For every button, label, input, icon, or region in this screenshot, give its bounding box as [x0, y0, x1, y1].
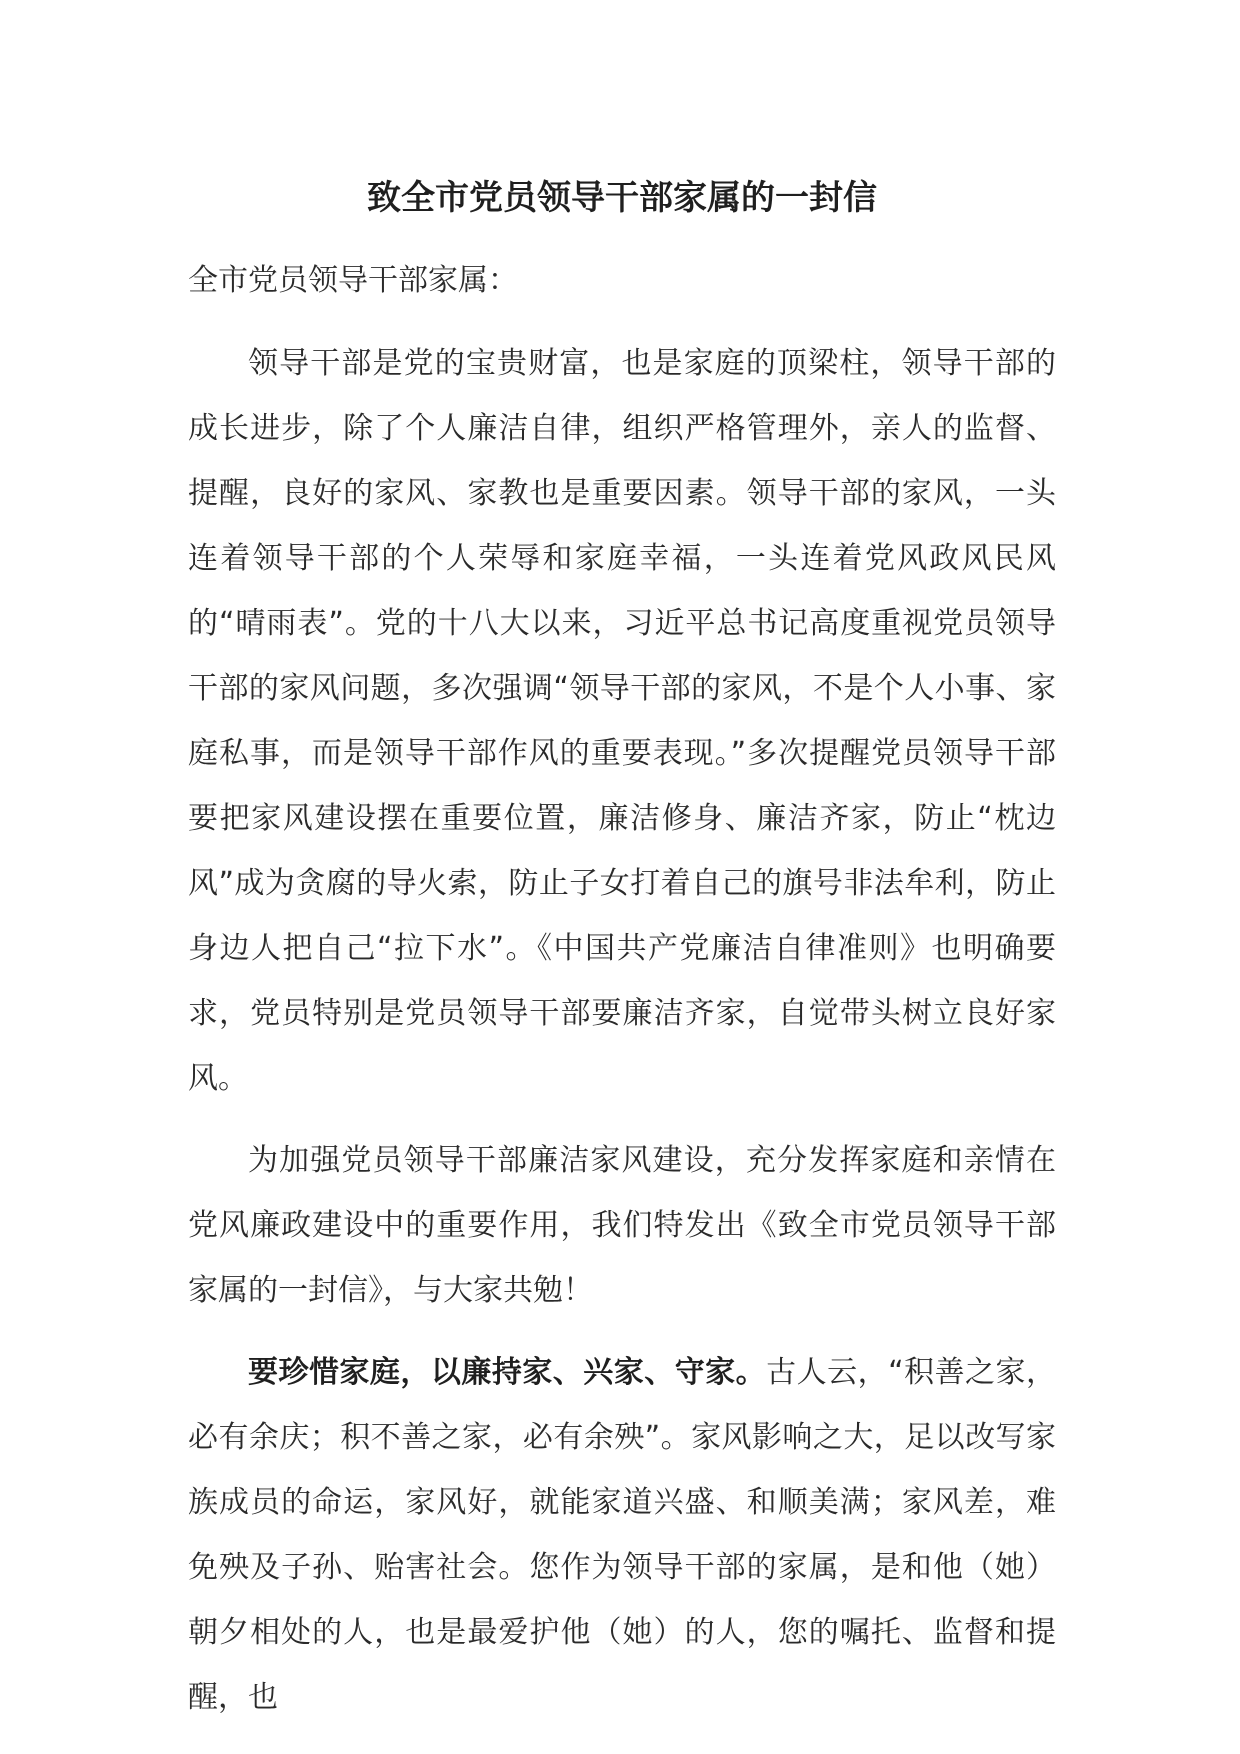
- paragraph-3: [188, 1340, 1056, 1730]
- paragraph-1: [188, 331, 1056, 1111]
- letter-body: [188, 170, 1056, 1747]
- paragraph-text: 领导干部是党的宝贵财富，也是家庭的顶梁柱，领导干部的成长进步，除了个人廉洁自律，组织严格管理外，亲人的监督、提醒，良好的家风、家教也是重要因素。领导干部的家风，一头连着领导干部的个人荣辱和家庭幸福，一头连着党风政风民风的“晴雨表”。党的十八大以来，习近平总书记高度重视党员领导干部的家风问题，多次强调“领导干部的家风，不是个人小事、家庭私事，而是领导干部作风的重要表现。”多次提醒党员领导干部要把家风建设摆在重要位置，廉洁修身、廉洁齐家，防止“枕边风”成为贪腐的导火索，防止子女打着自己的旗号非法牟利，防止身边人把自己“拉下水”。《中国共产党廉洁自律准则》也明确要求，党员特别是党员领导干部要廉洁齐家，自觉带头树立良好家风。: [188, 346, 1056, 1096]
- paragraph-text: 古人云，“积善之家，必有余庆；积不善之家，必有余殃”。家风影响之大，足以改写家族成员的命运，家风好，就能家道兴盛、和顺美满；家风差，难免殃及子孙、贻害社会。您作为领导干部的家属，是和他（她）朝夕相处的人，也是最爱护他（她）的人，您的嘱托、监督和提醒，也: [188, 1355, 1057, 1715]
- page-title: 致全市党员领导干部家属的一封信: [367, 178, 877, 218]
- salutation: 全市党员领导干部家属：: [188, 263, 518, 298]
- paragraph-lead: 要珍惜家庭，以廉持家、兴家、守家。: [248, 1355, 767, 1390]
- paragraph-text: 为加强党员领导干部廉洁家风建设，充分发挥家庭和亲情在党风廉政建设中的重要作用，我们特发出《致全市党员领导干部家属的一封信》，与大家共勉！: [188, 1143, 1056, 1308]
- paragraph-2: [188, 1128, 1056, 1323]
